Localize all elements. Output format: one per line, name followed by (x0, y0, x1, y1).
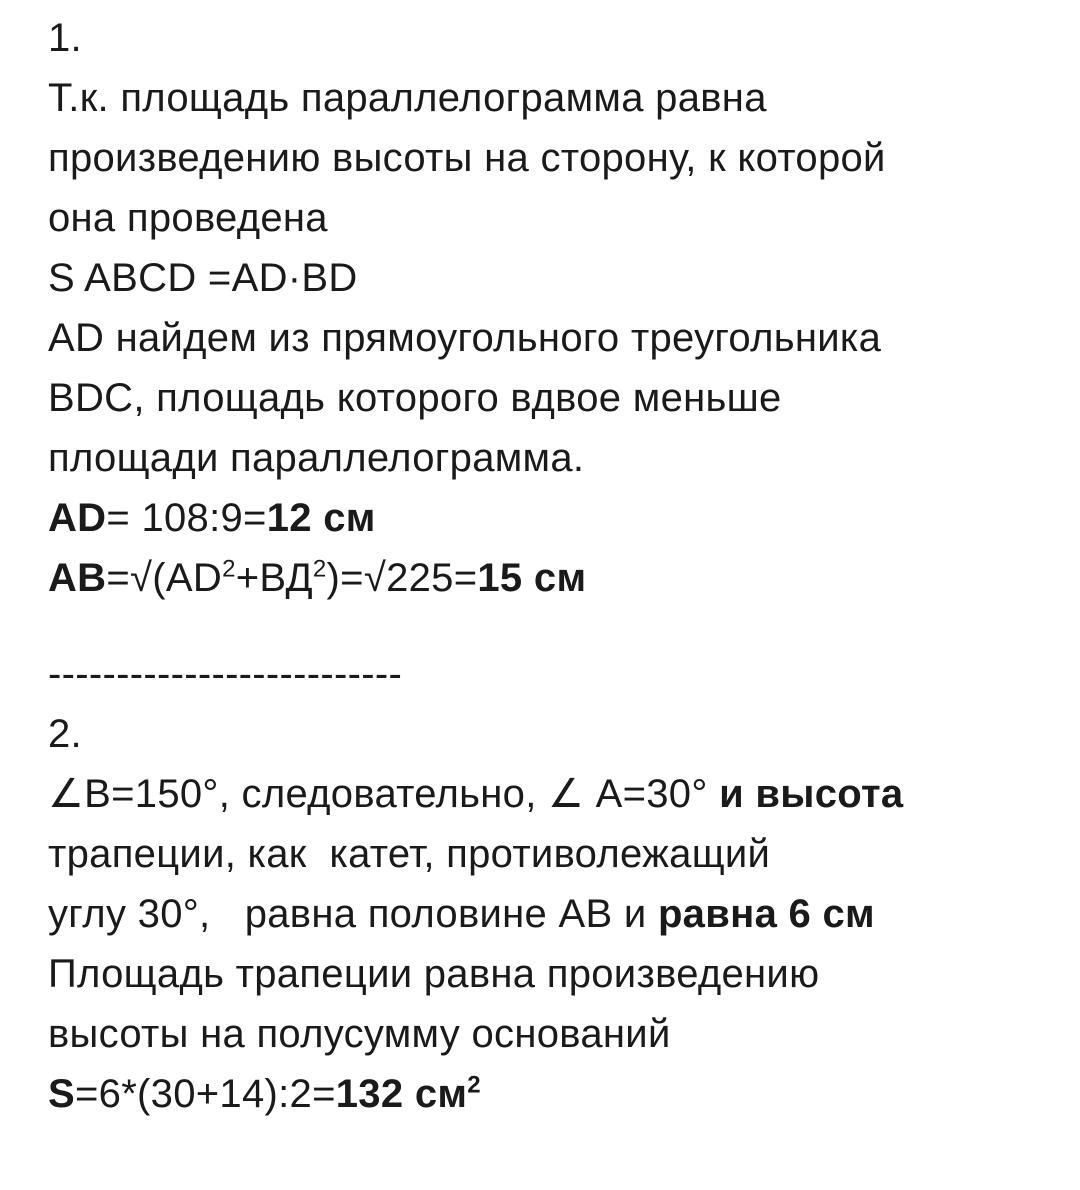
height-line (48, 884, 1058, 944)
ab-calculation-line (48, 548, 1058, 608)
height-text: углу 30°, равна половине АВ и (48, 892, 658, 936)
ab-label: AB (48, 556, 107, 600)
section-1-text-line: BDC, площадь которого вдвое меньше (48, 376, 782, 420)
area-label: S (48, 1072, 75, 1116)
section-1-text-line: произведению высоты на сторону, к которой (48, 136, 886, 180)
section-1-text-line: она проведена (48, 196, 328, 240)
ab-expression-part-c: )=√225= (326, 556, 478, 600)
ab-expression-part-a: =√(AD (106, 556, 223, 600)
ab-exponent-b: 2 (312, 555, 327, 583)
ad-label: AD (48, 496, 107, 540)
ad-expression: = 108:9= (106, 496, 267, 540)
section-2-number: 2. (48, 712, 82, 756)
section-2-text-line: Площадь трапеции равна произведению (48, 952, 820, 996)
section-2-text-line: трапеции, как катет, противолежащий (48, 832, 771, 876)
section-1-text-line: AD найдем из прямоугольного треугольника (48, 316, 882, 360)
spacer (48, 608, 1058, 644)
ad-calculation-line (48, 488, 1058, 548)
solution-document (48, 8, 1058, 1124)
ab-exponent-a: 2 (222, 555, 236, 583)
section-2-text-line: высоты на полусумму оснований (48, 1012, 671, 1056)
section-1-text-line: S ABCD =AD·BD (48, 256, 358, 300)
area-calculation-line (48, 1064, 1058, 1124)
ab-result: 15 см (477, 556, 587, 600)
ab-expression-part-b: +ВД (235, 556, 313, 600)
area-result: 132 см (335, 1072, 468, 1116)
area-expression: =6*(30+14):2= (74, 1072, 336, 1116)
section-1-text-line: площади параллелограмма. (48, 436, 585, 480)
area-exponent: 2 (467, 1071, 481, 1099)
height-result: равна 6 см (657, 892, 875, 936)
angle-bold-text: и высота (719, 772, 904, 816)
section-1-number: 1. (48, 16, 82, 60)
section-separator: -------------------------- (48, 652, 403, 696)
angle-line (48, 764, 1058, 824)
ad-result: 12 см (266, 496, 376, 540)
angle-text: ∠B=150°, следовательно, ∠ A=30° (48, 772, 720, 816)
section-1-text-line: Т.к. площадь параллелограмма равна (48, 76, 767, 120)
